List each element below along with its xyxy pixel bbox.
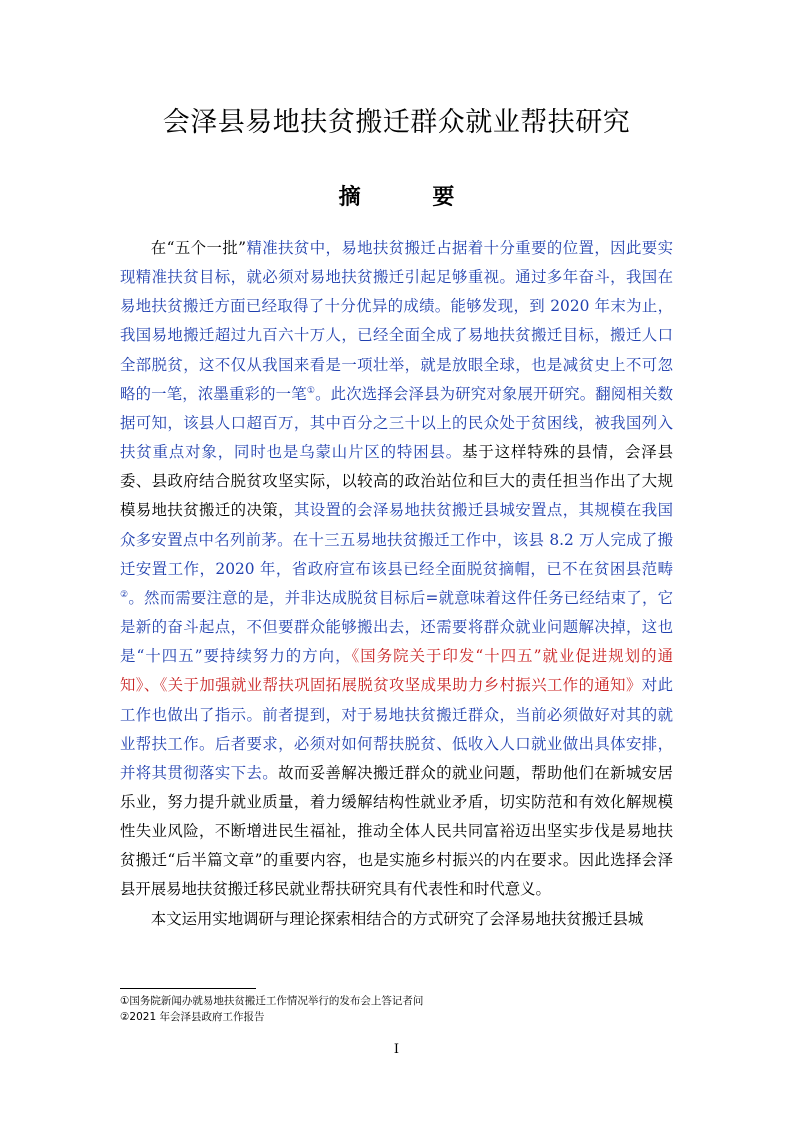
abstract-heading: 摘 要 bbox=[338, 184, 477, 210]
text-span: 。然而需要注意的是，并非达成脱贫目标后=就意味着这件任务已经结束了，它是新的奋斗起点，不但要群众能够搬出去，还需要将群众就业问题解决掉，这也是“十四五”要持续努力的方向， bbox=[120, 588, 673, 666]
page-number: I bbox=[393, 1042, 400, 1057]
paragraph-2: 本文运用实地调研与理论探索相结合的方式研究了会泽易地扶贫搬迁县城 bbox=[150, 909, 644, 928]
page-title: 会泽县易地扶贫搬迁群众就业帮扶研究 bbox=[162, 107, 631, 138]
footnote-2: ②2021 年会泽县政府工作报告 bbox=[120, 1011, 265, 1023]
abstract-body bbox=[120, 234, 673, 934]
text-span: 精准扶贫中，易地扶贫搬迁占据着十分重要的位置，因此要实现精准扶贫目标，就必须对易地扶贫搬迁引起足够重视。通过多年奋斗，我国在易地扶贫搬迁方面已经取得了十分优异的成绩。能够发现，到 2020 年末为止，我国易地搬迁超过九百六十万人，已经全面全成了易地扶贫搬迁目标，搬迁人口全部脱贫，这不仅从我国来看是一项壮举，就是放眼全球，也是减贫史上不可忽略的一笔，浓墨重彩的一笔 bbox=[120, 239, 673, 403]
footnote-divider bbox=[120, 988, 256, 989]
footnote-1: ①国务院新闻办就易地扶贫搬迁工作情况举行的发布会上答记者问 bbox=[120, 995, 424, 1007]
text-span: 其设置的会泽易地扶贫搬迁县城安置点，其规模在我国众多安置点中名列前茅。在十三五易地扶贫搬迁工作中，该县 8.2 万人完成了搬迁安置工作，2020 年，省政府宣布该县已经全面脱贫摘帽，已不在贫困县范畴 bbox=[120, 501, 673, 578]
policy-citation: 《国务院关于印发“十四五”就业促进规划的通知》、《关于加强就业帮扶巩固拓展脱贫攻坚成果助力乡村振兴工作的通知》 bbox=[120, 647, 673, 695]
paragraph-1 bbox=[120, 234, 673, 905]
footnotes bbox=[120, 993, 673, 1025]
footnote-ref-2[interactable]: ② bbox=[120, 589, 129, 600]
text-span: 基于这样特殊的县情，会泽县委、县政府结合脱贫攻坚实际，以较高的政治站位和巨大的责任担当作出了大规模易地扶贫搬迁的决策， bbox=[120, 443, 673, 520]
text-span: 对于易地扶贫搬迁群众，当前必须做好对其的就业帮扶工作。后者要求，必须对如何帮扶脱贫、低收入人口就业做出具体安排，并将其贯彻落实下去。 bbox=[120, 705, 673, 782]
text-span: 。此次选择会泽县为研究对象展开研究。翻阅相关数据可知，该县人口超百万，其中百分之三十以上的民众处于贫困线，被我国列入扶贫重点对象，同时也是乌蒙山片区的特困县。 bbox=[120, 384, 673, 462]
text-span: 在“五个一批” bbox=[150, 239, 247, 257]
text-span: 故而妥善解决搬迁群众的就业问题，帮助他们在新城安居乐业，努力提升就业质量，着力缓解结构性就业矛盾，切实防范和有效化解规模性失业风险，不断增进民生福祉，推动全体人民共同富裕迈出坚实步伐是易地扶贫搬迁“后半篇文章”的重要内容，也是实施乡村振兴的内在要求。因此选择会泽县开展易地扶贫搬迁移民就业帮扶研究具有代表性和时代意义。 bbox=[120, 763, 673, 899]
text-span: 对此工作也做出了指示。前者提到， bbox=[120, 676, 673, 724]
footnote-ref-1[interactable]: ① bbox=[306, 385, 316, 396]
